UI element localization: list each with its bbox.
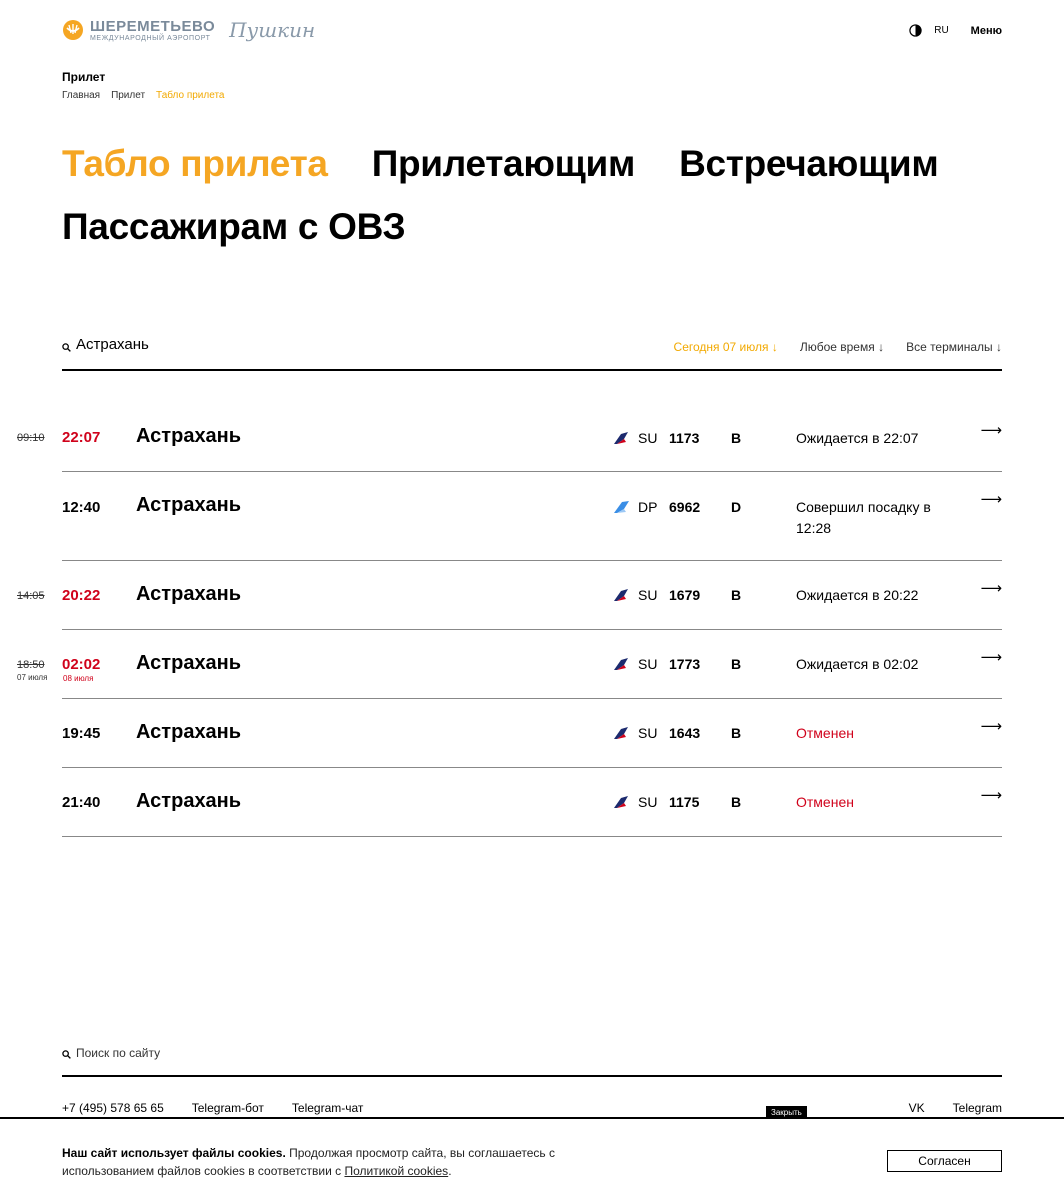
cookie-banner: [0, 1117, 1064, 1200]
pobeda-icon: [612, 500, 630, 514]
vk-link[interactable]: VK: [908, 1101, 925, 1115]
terminal-filter-dropdown[interactable]: Все терминалы ↓: [906, 340, 1002, 354]
flight-status: Ожидается в 22:07: [796, 430, 919, 446]
telegram-bot-link[interactable]: Telegram-бот: [191, 1101, 264, 1115]
airline-code: SU: [638, 430, 658, 446]
search-icon: [62, 1050, 71, 1059]
terminal: B: [731, 430, 742, 446]
site-header: [62, 18, 1002, 48]
date-filter-dropdown[interactable]: Сегодня 07 июля ↓: [673, 340, 778, 354]
flight-number: 1643: [669, 725, 701, 741]
aeroflot-icon: [612, 431, 630, 445]
breadcrumb-home[interactable]: Главная: [62, 90, 101, 101]
sheremetyevo-logo-icon: [62, 19, 84, 41]
logo-subtitle: МЕЖДУНАРОДНЫЙ АЭРОПОРТ: [90, 34, 211, 42]
time-filter-dropdown[interactable]: Любое время ↓: [799, 340, 885, 354]
flight-row[interactable]: [62, 768, 1002, 837]
phone-link[interactable]: +7 (495) 578 65 65: [62, 1101, 164, 1115]
airline-code: SU: [638, 656, 658, 672]
flight-city: Астрахань: [136, 652, 242, 674]
cookie-notice-text: [62, 1144, 582, 1180]
arrow-right-icon[interactable]: ⟶: [980, 422, 1002, 439]
section-tabs: [62, 132, 1002, 258]
expected-time: 20:22: [62, 587, 101, 604]
flight-search-input[interactable]: [76, 336, 376, 353]
flight-row[interactable]: [17, 630, 1002, 699]
page-section-label: Прилет: [62, 70, 106, 84]
flight-row[interactable]: [17, 561, 1002, 630]
tab-reduced-mobility[interactable]: Пассажирам с ОВЗ: [62, 206, 406, 247]
terminal: B: [731, 587, 742, 603]
aeroflot-icon: [612, 726, 630, 740]
flight-status: Отменен: [796, 725, 854, 741]
flight-row[interactable]: [62, 472, 1002, 561]
expected-time: 02:02: [62, 656, 101, 673]
expected-time: 21:40: [62, 794, 101, 811]
agree-button[interactable]: Согласен: [887, 1150, 1002, 1172]
expected-time: 22:07: [62, 429, 101, 446]
cookie-notice-bold: Наш сайт использует файлы cookies.: [62, 1146, 286, 1160]
breadcrumb-arrivals[interactable]: Прилет: [111, 90, 146, 101]
airline-code: SU: [638, 725, 658, 741]
aeroflot-icon: [612, 795, 630, 809]
cookie-notice-end: .: [448, 1164, 452, 1178]
arrow-right-icon[interactable]: ⟶: [980, 718, 1002, 735]
tab-arriving-passengers[interactable]: Прилетающим: [371, 143, 636, 184]
breadcrumb: [62, 90, 225, 101]
terminal: B: [731, 794, 742, 810]
flight-city: Астрахань: [136, 790, 242, 812]
airline-code: SU: [638, 794, 658, 810]
arrow-right-icon[interactable]: ⟶: [980, 787, 1002, 804]
flight-number: 1173: [669, 430, 700, 446]
terminal: B: [731, 656, 742, 672]
pushkin-signature-logo: Пушкин: [229, 18, 316, 42]
airline-code: DP: [638, 499, 658, 515]
language-switch[interactable]: RU: [934, 25, 949, 36]
flight-city: Астрахань: [136, 425, 242, 447]
flight-number: 1175: [669, 794, 700, 810]
terminal: D: [731, 499, 742, 515]
tab-arrivals-board[interactable]: Табло прилета: [62, 143, 328, 184]
tab-meeting-passengers[interactable]: Встречающим: [679, 143, 939, 184]
flight-number: 6962: [669, 499, 701, 515]
breadcrumb-current: Табло прилета: [156, 90, 225, 101]
flight-status: Совершил посадку в 12:28: [796, 499, 931, 536]
arrow-right-icon[interactable]: ⟶: [980, 491, 1002, 508]
airline-code: SU: [638, 587, 658, 603]
cookie-policy-link[interactable]: Политикой cookies: [344, 1164, 449, 1178]
expected-date: 08 июля: [63, 674, 94, 683]
aeroflot-icon: [612, 588, 630, 602]
footer-social-links: [909, 1101, 1002, 1115]
scheduled-date: 07 июля: [17, 673, 48, 682]
logo-name: ШЕРЕМЕТЬЕВО: [90, 17, 216, 35]
sheremetyevo-logo[interactable]: [62, 18, 315, 42]
flight-city: Астрахань: [136, 494, 242, 516]
flight-number: 1773: [669, 656, 701, 672]
site-search-bar[interactable]: [62, 1044, 1002, 1077]
expected-time: 19:45: [62, 725, 101, 742]
aeroflot-icon: [612, 657, 630, 671]
flight-status: Отменен: [796, 794, 854, 810]
site-search-placeholder[interactable]: Поиск по сайту: [76, 1046, 161, 1060]
flight-city: Астрахань: [136, 583, 242, 605]
menu-button[interactable]: Меню: [970, 24, 1002, 37]
flight-search-bar: [62, 334, 1002, 371]
telegram-chat-link[interactable]: Telegram-чат: [291, 1101, 364, 1115]
arrow-right-icon[interactable]: ⟶: [980, 649, 1002, 666]
footer-contacts: [62, 1101, 363, 1115]
scheduled-time: 09:10: [17, 432, 45, 444]
search-icon: [62, 343, 71, 352]
flights-table: [17, 400, 1002, 837]
flight-city: Астрахань: [136, 721, 242, 743]
flight-number: 1679: [669, 587, 701, 603]
telegram-link[interactable]: Telegram: [952, 1101, 1002, 1115]
scheduled-time: 18:50: [17, 659, 45, 671]
cookie-notice-body: Продолжая просмотр сайта, вы соглашаетесь с использованием файлов cookies в соответствии с: [62, 1146, 555, 1178]
scheduled-time: 14:05: [17, 590, 45, 602]
flight-status: Ожидается в 02:02: [796, 656, 919, 672]
arrow-right-icon[interactable]: ⟶: [980, 580, 1002, 597]
flight-row[interactable]: [17, 400, 1002, 472]
flight-status: Ожидается в 20:22: [796, 587, 919, 603]
contrast-icon[interactable]: [909, 24, 922, 37]
expected-time: 12:40: [62, 499, 101, 516]
terminal: B: [731, 725, 742, 741]
close-button[interactable]: Закрыть: [766, 1106, 807, 1119]
flight-row[interactable]: [62, 699, 1002, 768]
